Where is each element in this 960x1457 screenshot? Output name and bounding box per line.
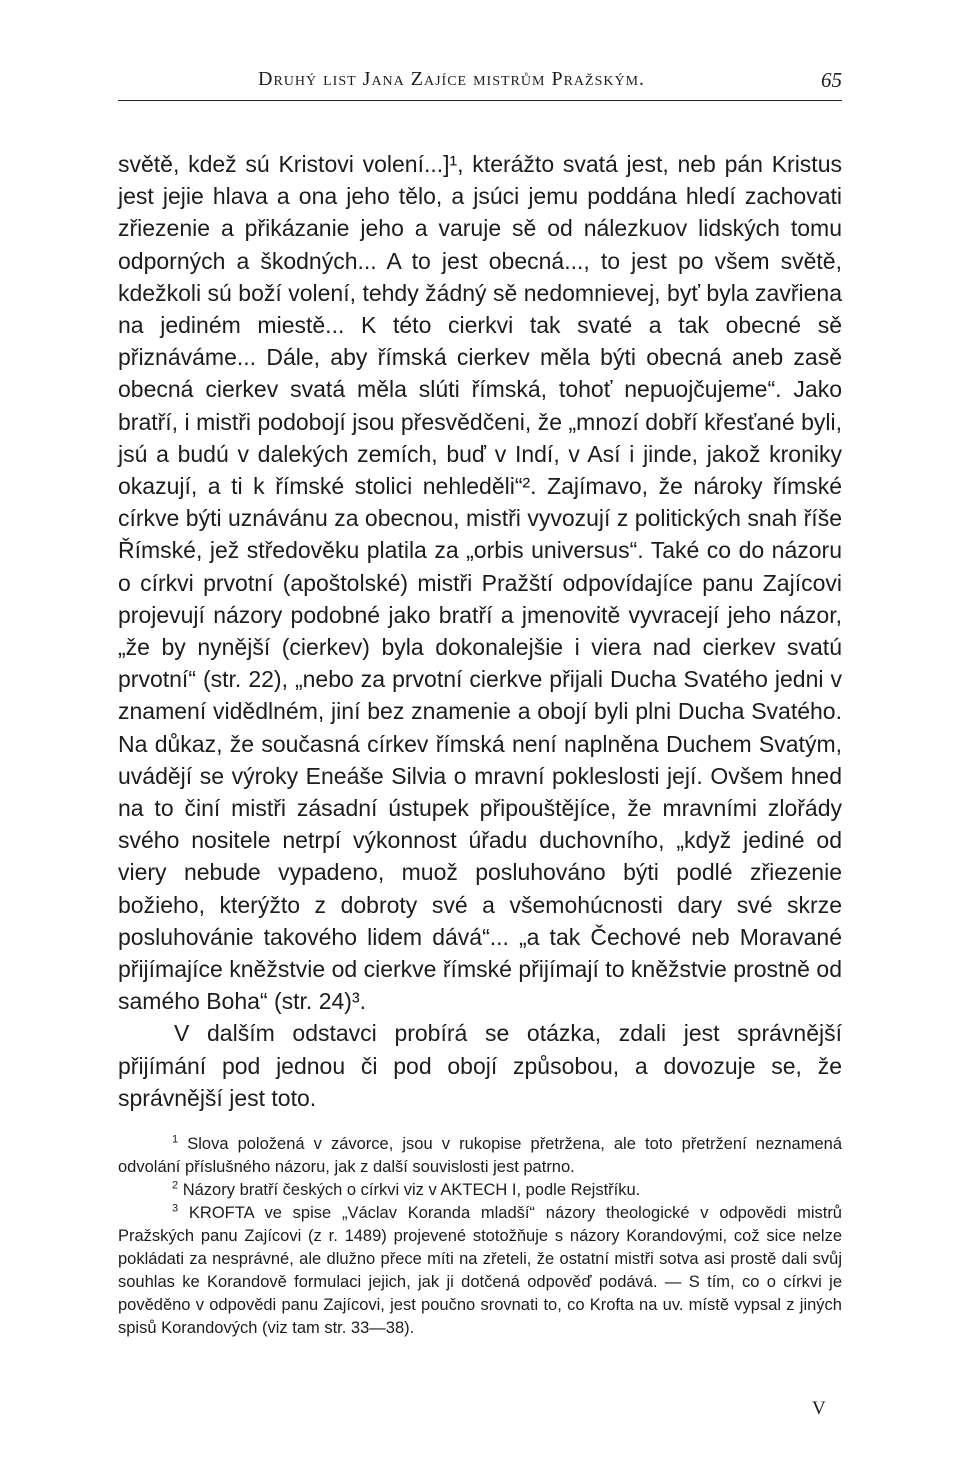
footnotes (118, 1133, 842, 1340)
paragraph-1: světě, kdež sú Kristovi volení...]¹, kterážto svatá jest, neb pán Kristus jest jejie hlava a ona jeho tělo, a jsúci jemu poddána hledí zachovati zřiezenie a přikázanie jeho a varuje sě od nálezkuov lidských tomu odporných a škodných... A to jest obecná..., to jest po všem světě, kdežkoli sú boží volení, tehdy žádný sě nedomnievej, byť byla zavřiena na jediném miestě... K této cierkvi tak svaté a tak obecné sě přiznáváme... Dále, aby římská cierkev měla býti obecná aneb zasě obecná cierkev svatá měla slúti římská, tohoť nepuojčujeme“. Jako bratří, i mistři podobojí jsou přesvědčeni, že „mnozí dobří křesťané byli, jsú a budú v dalekých zemích, buď v Indí, v Así i jinde, jakož kroniky okazují, a ti k římské stolici nehleděli“². Zajímavo, že nároky římské církve býti uznávánu za obecnou, mistři vyvozují z politických snah říše Římské, jež středověku platila za „orbis universus“. Také co do názoru o církvi prvotní (apoštolské) mistři Pražští odpovídajíce panu Zajícovi projevují názory podobné jako bratří a jmenovitě vyvracejí jeho názor, „že by nynější (cierkev) byla dokonalejšie i viera nad cierkev svatú prvotní“ (str. 22), „nebo za prvotní cierkve přijali Ducha Svatého jedni v znamení vidědlném, jiní bez znamenie a obojí byli plni Ducha Svatého. Na důkaz, že současná církev římská není naplněna Duchem Svatým, uvádějí se výroky Eneáše Silvia o mravní pokleslosti její. Ovšem hned na to činí mistři zásadní ústupek připouštějíce, že mravními zlořády svého nositele netrpí výkonnost úřadu duchovního, „když jediné od viery nebude vypadeno, muož posluhováno býti podlé zřiezenie božieho, kterýžto z dobroty své a všemohúcnosti dary své skrze posluhovánie takového lidem dává“... „a tak Čechové neb Moravané přijímajíce kněžstvie od cierkve římské přijímají to kněžstvie prostně od samého Boha“ (str. 24)³. (118, 151, 842, 1015)
footnote-1 (118, 1133, 842, 1179)
footnote-text: KROFTA ve spise „Václav Koranda mladší“ názory theologické v odpovědi mistrů Pražských panu Zajícovi (z r. 1489) projevené stotožňuje s názory Korandovými, což sice nelze pokládati za nesprávné, ale dlužno přece míti na zřeteli, že ostatní mistři sotva asi prostě dali svůj souhlas ke Korandově formulaci jejich, jak ji dotčená odpověď podává. — S tím, co o církvi je pověděno v odpovědi panu Zajícovi, jest poučno srovnati to, co Krofta na uv. místě vypsal z jiných spisů Korandových (viz tam str. 33—38). (118, 1204, 842, 1337)
signature-mark: V (812, 1398, 826, 1419)
running-title: Druhý list Jana Zajíce mistrům Pražským. (258, 68, 646, 90)
page-number: 65 (821, 68, 842, 92)
footnote-text: Slova položená v závorce, jsou v rukopise přetržena, ale toto přetržení neznamená odvolání příslušného názoru, jak z další souvislosti jest patrno. (118, 1135, 843, 1176)
footnote-2 (118, 1179, 842, 1202)
footnote-mark: 3 (172, 1202, 179, 1215)
footnote-mark: 2 (172, 1179, 179, 1192)
paragraph-2: V dalším odstavci probírá se otázka, zdali jest správnější přijímání pod jednou či pod obojí způsobou, a dovozuje se, že správnější jest toto. (118, 1020, 842, 1111)
body-text (118, 148, 842, 1114)
running-head (118, 68, 842, 101)
footnote-3 (118, 1202, 842, 1340)
footnote-mark: 1 (172, 1133, 179, 1146)
footnote-text: Názory bratří českých o církvi viz v AKTECH I, podle Rejstříku. (182, 1181, 641, 1199)
